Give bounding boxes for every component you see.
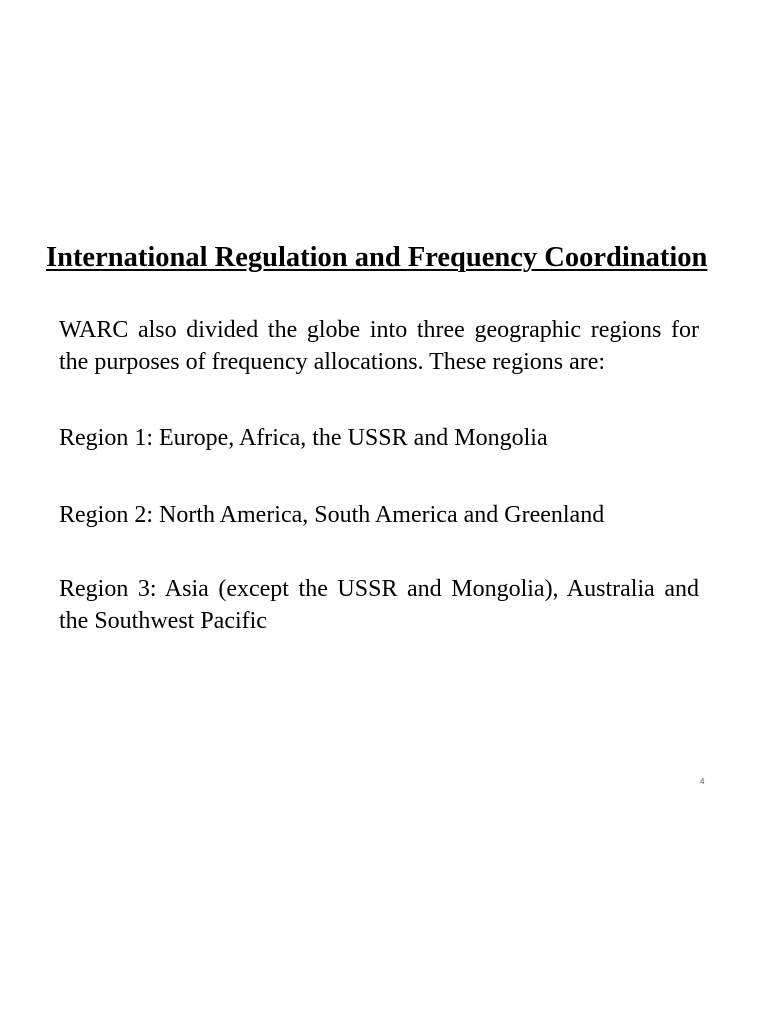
intro-paragraph: WARC also divided the globe into three geographic regions for the purposes of frequency allocations. These regions are: [59, 317, 699, 375]
region-1-paragraph: Region 1: Europe, Africa, the USSR and Mongolia [59, 425, 548, 451]
page-number: 4 [700, 777, 705, 786]
page-title: International Regulation and Frequency Coordination [46, 242, 708, 273]
region-2-paragraph: Region 2: North America, South America and Greenland [59, 502, 605, 528]
region-3-paragraph: Region 3: Asia (except the USSR and Mongolia), Australia and the Southwest Pacific [59, 576, 699, 634]
